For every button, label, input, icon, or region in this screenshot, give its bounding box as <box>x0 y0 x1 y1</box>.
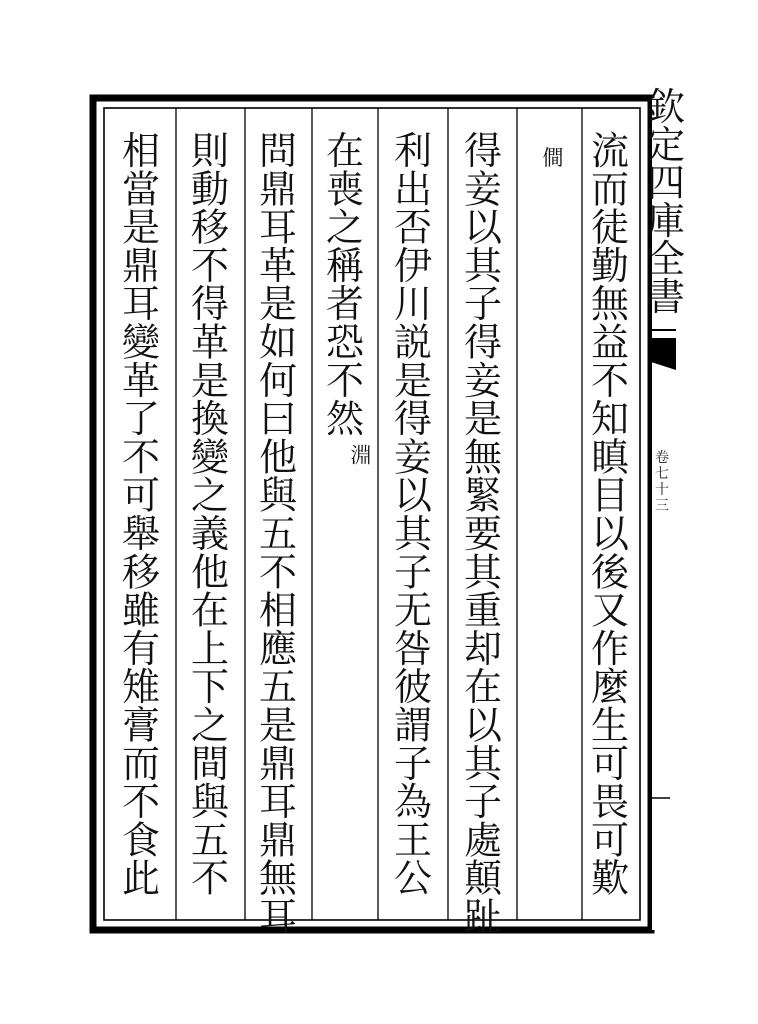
column-char: 換 <box>190 397 230 442</box>
column-char: 雉 <box>121 665 161 710</box>
column-char: 間 <box>190 741 230 786</box>
column-char: 可 <box>121 473 161 518</box>
column-char: 子 <box>463 780 503 825</box>
margin-juan-char: 卷 <box>655 450 669 466</box>
text-column <box>394 129 434 901</box>
column-char: 可 <box>590 741 630 786</box>
column-char: 可 <box>590 818 630 863</box>
margin-juan-label <box>655 450 669 514</box>
column-char: 其 <box>463 550 503 595</box>
column-char: 與 <box>258 473 298 518</box>
column-char: 得 <box>393 397 433 442</box>
column-char: 而 <box>121 741 161 786</box>
column-char: 其 <box>393 512 433 556</box>
column-char: 重 <box>463 588 503 633</box>
column-char: 否 <box>393 205 433 250</box>
margin-title-char: 四 <box>646 161 686 205</box>
text-column <box>190 129 232 901</box>
column-char: 作 <box>590 626 630 671</box>
column-char: 與 <box>190 780 230 825</box>
column-char: 不 <box>590 358 630 403</box>
column-char: 無 <box>258 856 298 901</box>
column-char: 無 <box>590 282 630 327</box>
column-char: 以 <box>393 473 433 518</box>
column-char: 顛 <box>463 856 503 901</box>
column-char: 在 <box>325 129 365 173</box>
column-char: 得 <box>463 320 503 365</box>
column-char: 其 <box>463 741 503 786</box>
column-char: 是 <box>258 703 298 748</box>
interlinear-note <box>351 443 372 467</box>
column-char: 何 <box>258 358 298 403</box>
column-char: 了 <box>121 397 161 442</box>
column-char: 變 <box>121 320 161 365</box>
column-char: 説 <box>393 320 433 365</box>
column-char: 有 <box>121 626 161 671</box>
column-char: 曰 <box>258 397 298 442</box>
column-char: 不 <box>258 550 298 595</box>
column-char: 五 <box>258 512 298 556</box>
column-char: 鼎 <box>258 818 298 863</box>
column-char: 妾 <box>463 358 503 403</box>
column-char: 問 <box>258 129 298 173</box>
margin-title-char: 定 <box>646 123 686 167</box>
column-char: 他 <box>190 550 230 595</box>
column-char: 勤 <box>590 243 630 288</box>
column-char: 其 <box>463 243 503 288</box>
column-char: 却 <box>463 626 503 671</box>
column-char: 又 <box>590 588 630 633</box>
text-column <box>326 129 365 441</box>
column-char: 鼎 <box>258 741 298 786</box>
column-char: 下 <box>190 665 230 710</box>
column-char: 緊 <box>463 473 503 518</box>
column-char: 當 <box>121 167 161 212</box>
column-char: 无 <box>393 588 433 633</box>
column-char: 利 <box>393 129 433 173</box>
column-char: 得 <box>463 129 503 173</box>
column-char: 咎 <box>393 626 433 671</box>
note-char: 淵 <box>350 443 372 468</box>
margin-title-char: 欽 <box>646 85 686 129</box>
column-char: 五 <box>190 818 230 863</box>
column-char: 之 <box>325 205 365 250</box>
margin-juan-char: 十 <box>655 482 669 498</box>
column-char: 不 <box>325 358 365 403</box>
column-char: 移 <box>121 550 161 595</box>
column-char: 後 <box>590 550 630 595</box>
column-char: 妾 <box>463 167 503 212</box>
column-char: 雖 <box>121 588 161 633</box>
column-char: 無 <box>463 435 503 480</box>
column-char: 知 <box>590 397 630 442</box>
column-char: 要 <box>463 512 503 556</box>
column-char: 鼎 <box>121 243 161 288</box>
column-char: 恐 <box>325 320 365 365</box>
column-char: 公 <box>393 856 433 901</box>
column-char: 耳 <box>258 895 298 939</box>
column-char: 歎 <box>590 856 630 901</box>
column-char: 變 <box>190 435 230 480</box>
column-char: 為 <box>393 780 433 825</box>
column-char: 耳 <box>121 282 161 327</box>
column-char: 耳 <box>258 780 298 825</box>
column-char: 膏 <box>121 703 161 748</box>
column-char: 子 <box>393 741 433 786</box>
column-char: 耳 <box>258 205 298 250</box>
text-column <box>591 129 631 901</box>
column-char: 在 <box>463 665 503 710</box>
margin-title-char: 全 <box>646 237 686 281</box>
column-char: 以 <box>590 512 630 556</box>
column-char: 益 <box>590 320 630 365</box>
column-char: 五 <box>258 665 298 710</box>
column-char: 不 <box>190 243 230 288</box>
column-char: 在 <box>190 588 230 633</box>
column-char: 是 <box>463 397 503 442</box>
column-char: 然 <box>325 397 365 442</box>
margin-title-char: 庫 <box>646 199 686 243</box>
column-char: 應 <box>258 626 298 671</box>
column-char: 是 <box>393 358 433 403</box>
column-char: 他 <box>258 435 298 480</box>
column-char: 子 <box>393 550 433 595</box>
column-char: 之 <box>190 473 230 518</box>
column-char: 不 <box>121 780 161 825</box>
column-char: 鼎 <box>258 167 298 212</box>
margin-book-title <box>647 85 685 319</box>
column-char: 生 <box>590 703 630 748</box>
column-char: 以 <box>463 205 503 250</box>
column-char: 畏 <box>590 780 630 825</box>
column-char: 革 <box>258 243 298 288</box>
column-char: 謂 <box>393 703 433 748</box>
column-char: 相 <box>121 129 161 173</box>
column-char: 動 <box>190 167 230 212</box>
column-char: 此 <box>121 856 161 901</box>
column-char: 妾 <box>393 435 433 480</box>
column-char: 流 <box>590 129 630 173</box>
column-char: 上 <box>190 626 230 671</box>
column-char: 之 <box>190 703 230 748</box>
column-char: 得 <box>190 282 230 327</box>
column-char: 如 <box>258 320 298 365</box>
column-char: 是 <box>121 205 161 250</box>
column-char: 麼 <box>590 665 630 710</box>
column-char: 出 <box>393 167 433 212</box>
column-char: 稱 <box>325 243 365 288</box>
column-char: 伊 <box>393 243 433 288</box>
note-char: 僴 <box>542 146 564 170</box>
column-char: 者 <box>325 282 365 327</box>
column-char: 而 <box>590 167 630 212</box>
column-char: 是 <box>258 282 298 327</box>
interlinear-note <box>543 146 564 170</box>
column-char: 徒 <box>590 205 630 250</box>
column-char: 義 <box>190 512 230 556</box>
column-char: 喪 <box>325 167 365 212</box>
column-char: 目 <box>590 473 630 518</box>
column-char: 川 <box>393 282 433 327</box>
column-char: 彼 <box>393 665 433 710</box>
column-char: 瞋 <box>590 435 630 480</box>
column-char: 子 <box>463 282 503 327</box>
column-char: 不 <box>121 435 161 480</box>
column-char: 是 <box>190 358 230 403</box>
column-char: 革 <box>121 358 161 403</box>
margin-title-char: 書 <box>646 275 686 319</box>
column-char: 舉 <box>121 512 161 556</box>
text-column <box>121 129 160 901</box>
text-column <box>464 129 504 939</box>
column-char: 食 <box>121 818 161 863</box>
column-char: 趾 <box>463 895 503 939</box>
column-char: 以 <box>463 703 503 748</box>
column-char: 處 <box>463 818 503 863</box>
margin-juan-char: 三 <box>655 498 669 514</box>
text-column <box>259 129 300 939</box>
column-char: 不 <box>190 856 230 901</box>
column-char: 王 <box>393 818 433 863</box>
column-char: 則 <box>190 129 230 173</box>
margin-juan-char: 七 <box>655 466 669 482</box>
column-char: 相 <box>258 588 298 633</box>
column-char: 移 <box>190 205 230 250</box>
column-char: 革 <box>190 320 230 365</box>
